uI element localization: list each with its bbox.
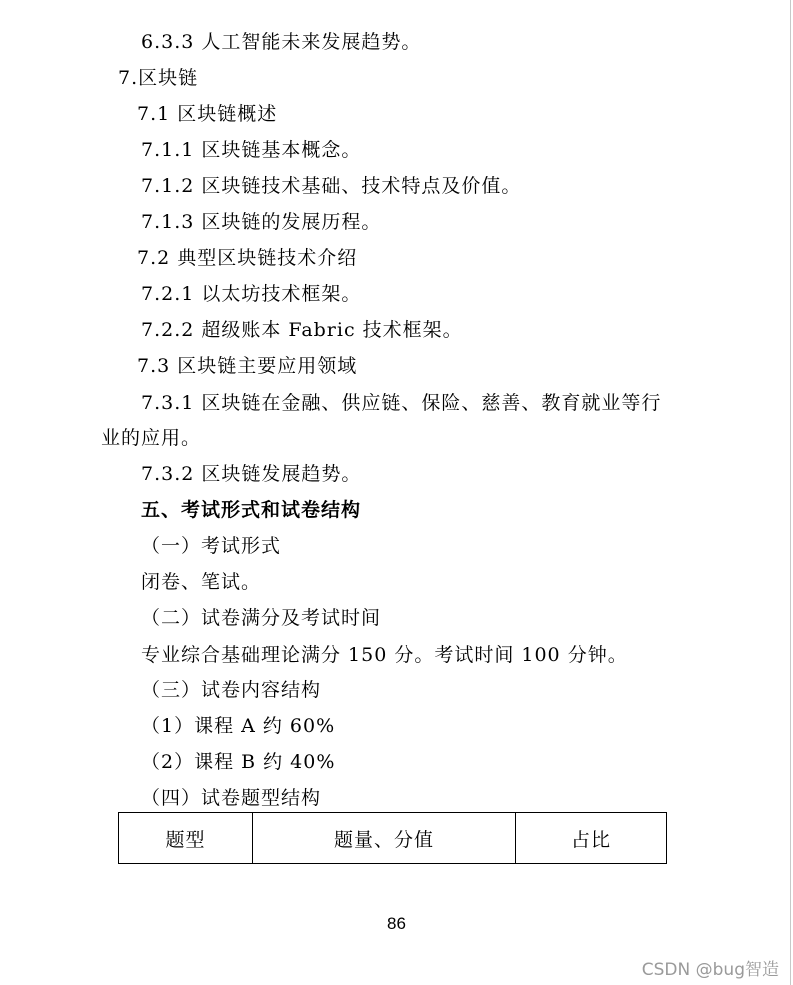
text-line-score-time: 专业综合基础理论满分 150 分。考试时间 100 分钟。 xyxy=(141,644,628,666)
text-line-6-3-3: 6.3.3 人工智能未来发展趋势。 xyxy=(141,31,422,53)
question-type-table xyxy=(118,812,667,864)
text-line-7-3-1: 7.3.1 区块链在金融、供应链、保险、慈善、教育就业等行 xyxy=(141,392,662,414)
watermark: CSDN @bug智造 xyxy=(641,960,779,980)
section-heading-exam-format: 五、考试形式和试卷结构 xyxy=(141,499,362,521)
subheading-7-1: 7.1 区块链概述 xyxy=(137,103,278,125)
subheading-content-structure: （三）试卷内容结构 xyxy=(141,679,322,701)
section-heading-7: 7.区块链 xyxy=(118,67,199,89)
text-line-7-1-1: 7.1.1 区块链基本概念。 xyxy=(141,139,362,161)
page-number: 86 xyxy=(387,914,406,933)
subheading-score-time: （二）试卷满分及考试时间 xyxy=(141,607,382,629)
text-line-course-b: （2）课程 B 约 40% xyxy=(141,751,336,773)
table-header-cell: 占比 xyxy=(516,813,667,864)
page-right-border xyxy=(790,0,791,985)
table-header-row xyxy=(119,813,667,864)
text-line-7-3-2: 7.3.2 区块链发展趋势。 xyxy=(141,463,362,485)
text-line-course-a: （1）课程 A 约 60% xyxy=(141,715,336,737)
subheading-exam-form: （一）考试形式 xyxy=(141,535,282,557)
text-line-exam-form: 闭卷、笔试。 xyxy=(141,571,262,593)
table-header-cell: 题型 xyxy=(119,813,253,864)
subheading-7-3: 7.3 区块链主要应用领域 xyxy=(137,355,358,377)
text-line-7-1-3: 7.1.3 区块链的发展历程。 xyxy=(141,211,382,233)
text-line-7-3-1-continued: 业的应用。 xyxy=(101,427,202,449)
text-line-7-1-2: 7.1.2 区块链技术基础、技术特点及价值。 xyxy=(141,175,522,197)
subheading-7-2: 7.2 典型区块链技术介绍 xyxy=(137,247,358,269)
table-header-cell: 题量、分值 xyxy=(253,813,516,864)
text-line-7-2-2: 7.2.2 超级账本 Fabric 技术框架。 xyxy=(141,319,463,341)
text-line-7-2-1: 7.2.1 以太坊技术框架。 xyxy=(141,283,362,305)
subheading-question-structure: （四）试卷题型结构 xyxy=(141,787,322,809)
